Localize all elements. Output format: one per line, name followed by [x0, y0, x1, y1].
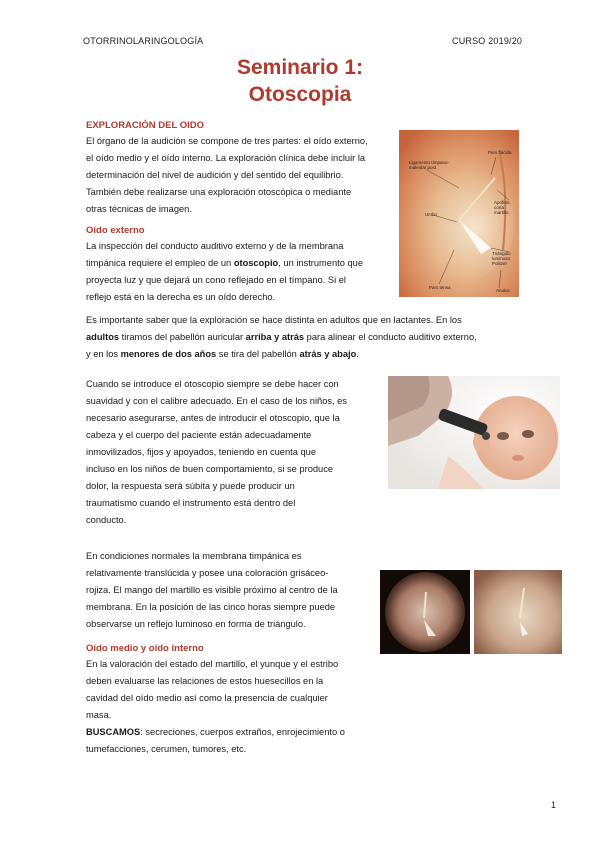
- paragraph-membrana-normal: [86, 548, 364, 633]
- text-line: membrana. En la posición de las cinco horas siempre puede: [86, 602, 336, 612]
- text-line: necesario asegurarse, antes de introducir el otoscopio, que la: [86, 413, 340, 423]
- text-line: Es importante saber que la exploración se hace distinta en adultos que en lactantes. En los: [86, 315, 462, 325]
- text-line: cavidad del oído medio así como la presencia de cualquier: [86, 693, 328, 703]
- text-line: También debe realizarse una exploración otoscópica o mediante: [86, 187, 352, 197]
- text-line: traumatismo cuando el instrumento está dentro del: [86, 498, 296, 508]
- text-line: En condiciones normales la membrana timpánica es: [86, 551, 302, 561]
- text-line: En la valoración del estado del martillo, el yunque y el estribo: [86, 659, 339, 669]
- header-left: OTORRINOLARINGOLOGÍA: [83, 36, 204, 46]
- text-line: suavidad y con el calibre adecuado. En el caso de los niños, es: [86, 396, 347, 406]
- heading-oido-medio-interno: Oído medio y oído interno: [86, 643, 204, 654]
- text-line: cabeza y el cuerpo del paciente están adecuadamente: [86, 430, 312, 440]
- text-line: relativamente translúcida y posee una coloración grisáceo-: [86, 568, 329, 578]
- text-line: proyecta luz y que dejará un cono reflejado en el tímpano. Si el: [86, 275, 346, 285]
- text-line: el oído medio y el oído interno. La exploración clínica debe incluir la: [86, 153, 366, 163]
- label-pars-flaccida: Pars flácida: [488, 150, 512, 155]
- label-pars-tensa: Pars tensa: [429, 285, 451, 290]
- text-line: y en los menores de dos años se tira del pabellón atrás y abajo.: [86, 349, 359, 359]
- paragraph-adultos-lactantes: [86, 312, 519, 363]
- label-apofisis: Apófisis corta martillo: [494, 200, 510, 215]
- paragraph-oido-externo: [86, 238, 397, 306]
- text-line: masa.: [86, 710, 112, 720]
- text-line: inmovilizados, fijos y apoyados, teniendo en cuenta que: [86, 447, 316, 457]
- header-right: CURSO 2019/20: [452, 36, 523, 46]
- text-line: BUSCAMOS: secreciones, cuerpos extraños, enrojecimiento o: [86, 727, 345, 737]
- text-line: tumefacciones, cerumen, tumores, etc.: [86, 744, 247, 754]
- heading-exploracion: EXPLORACIÓN DEL OIDO: [86, 120, 205, 131]
- text-line: Cuando se introduce el otoscopio siempre se debe hacer con: [86, 379, 339, 389]
- label-triangulo: Triángulo luminoso Politzer: [492, 251, 511, 266]
- eardrum-image-left: [380, 570, 470, 654]
- label-umbo: Umbo: [425, 212, 438, 217]
- text-line: otras técnicas de imagen.: [86, 204, 192, 214]
- text-line: observarse un reflejo luminoso en forma de triángulo.: [86, 619, 306, 629]
- text-line: La inspección del conducto auditivo externo y de la membrana: [86, 241, 344, 251]
- otoscopic-photo-right: [474, 570, 562, 654]
- heading-oido-externo: Oído externo: [86, 225, 145, 236]
- label-ligamento: Ligamento tímpano-maleolar post: [409, 160, 450, 170]
- eardrum-image-right: [474, 570, 562, 654]
- paragraph-introduccion-otoscopio: [86, 376, 364, 529]
- paragraph-oido-medio: [86, 656, 364, 758]
- text-line: El órgano de la audición se compone de tres partes: el oído externo,: [86, 136, 368, 146]
- text-line: conducto.: [86, 515, 127, 525]
- text-line: reflejo está en la derecha es un oído derecho.: [86, 292, 276, 302]
- text-line: deben evaluarse las relaciones de estos huesecillos en la: [86, 676, 324, 686]
- tympanic-membrane-figure: [399, 130, 519, 297]
- text-line: dolor, la respuesta será súbita y puede producir un: [86, 481, 295, 491]
- baby-otoscopy-photo: [388, 376, 560, 489]
- text-line: rojiza. El mango del martillo es visible próximo al centro de la: [86, 585, 338, 595]
- text-line: incluso en los niños de buen comportamiento, si se produce: [86, 464, 334, 474]
- baby-otoscopy-image: [388, 376, 560, 489]
- text-line: adultos tiramos del pabellón auricular arriba y atrás para alinear el conducto auditivo externo,: [86, 332, 477, 342]
- paragraph-exploracion: [86, 133, 397, 218]
- page-number: 1: [551, 800, 557, 810]
- text-line: timpánica requiere el empleo de un otoscopio, un instrumento que: [86, 258, 363, 268]
- text-line: determinación del nivel de audición y del sentido del equilibrio.: [86, 170, 344, 180]
- title-line-1: Seminario 1:: [236, 56, 364, 79]
- title-line-2: Otoscopia: [248, 83, 352, 106]
- label-anulus: Anulus: [496, 288, 510, 293]
- otoscopic-photo-left: [380, 570, 470, 654]
